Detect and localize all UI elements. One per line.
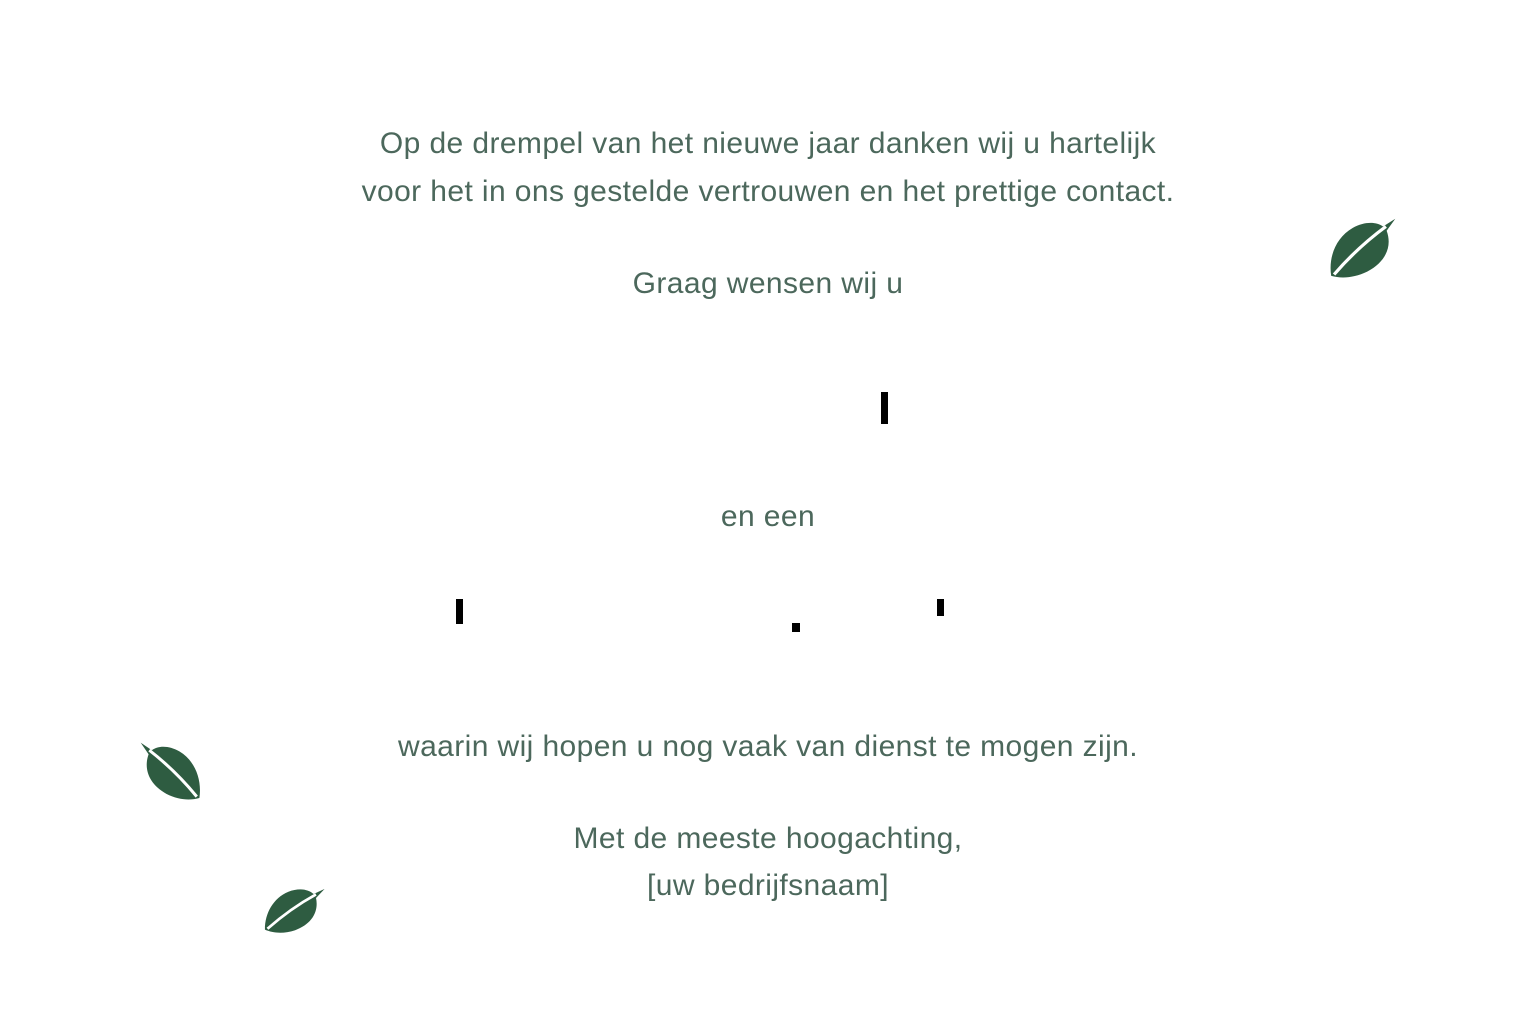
message-line-5: waarin wij hopen u nog vaak van dienst te mogen zijn. bbox=[398, 730, 1138, 763]
leaf-icon bbox=[140, 742, 206, 800]
missing-glyph-fragment bbox=[792, 623, 800, 632]
leaf-icon bbox=[1324, 218, 1396, 278]
leaf-icon bbox=[259, 880, 326, 939]
message-line-1: Op de drempel van het nieuwe jaar danken wij u hartelijk bbox=[379, 127, 1157, 160]
missing-glyph-fragment bbox=[937, 599, 944, 616]
message-line-3: Graag wensen wij u bbox=[632, 267, 904, 300]
missing-glyph-fragment bbox=[881, 392, 888, 424]
message-line-2: voor het in ons gestelde vertrouwen en het prettige contact. bbox=[361, 175, 1175, 208]
company-name-placeholder: [uw bedrijfsnaam] bbox=[647, 869, 889, 902]
message-line-4: en een bbox=[720, 500, 816, 533]
missing-glyph-fragment bbox=[456, 599, 463, 624]
closing-line: Met de meeste hoogachting, bbox=[573, 822, 963, 855]
